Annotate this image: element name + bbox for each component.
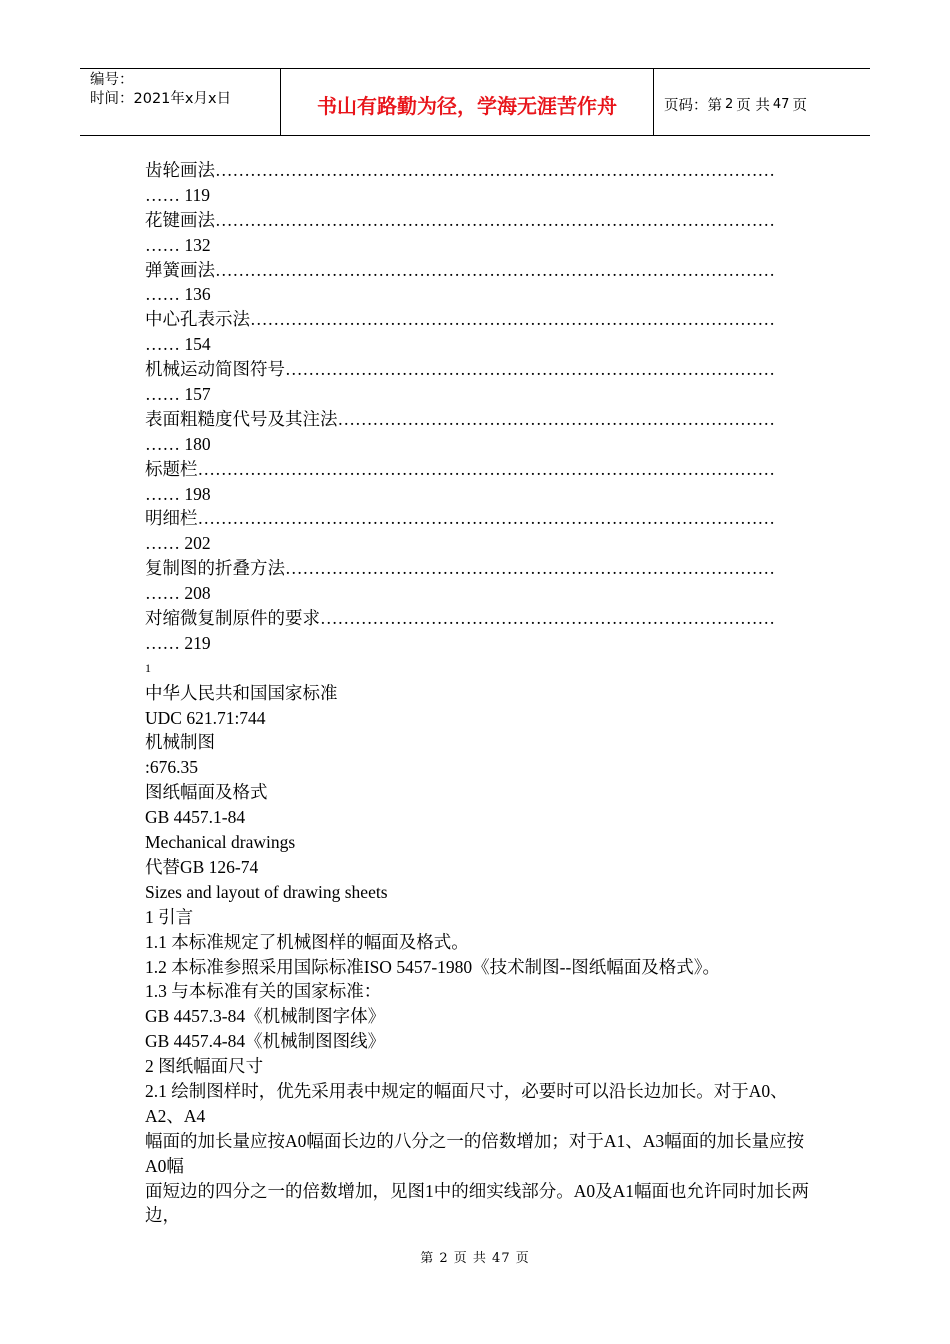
page-total: 47	[772, 96, 790, 112]
text-line: 1.1 本标准规定了机械图样的幅面及格式。	[145, 931, 469, 952]
text-line: GB 4457.1-84	[145, 807, 246, 828]
toc-entry	[145, 158, 815, 183]
page-header	[80, 68, 870, 136]
page-footer: 第 2 页 共 47 页	[420, 1251, 530, 1266]
doc-number-label: 编号：	[90, 72, 134, 88]
toc-entry	[145, 208, 815, 233]
section-heading: 2 图纸幅面尺寸	[145, 1056, 264, 1077]
text-line: GB 4457.3-84《机械制图字体》	[145, 1006, 386, 1027]
toc-entry-title: 明细栏………………………………………………………………………………………	[145, 508, 775, 529]
time-label: 时间：2021年x月x日	[90, 91, 232, 107]
text-line: 代替GB 126-74	[145, 856, 259, 877]
paragraph-line: 面短边的四分之一的倍数增加，见图1中的细实线部分。A0及A1幅面也允许同时加长两边，	[145, 1180, 810, 1226]
toc-entry-title: 中心孔表示法………………………………………………………………………………	[145, 309, 775, 330]
toc-entry	[145, 307, 815, 332]
section-heading: 1 引言	[145, 906, 194, 927]
toc-entry-title: 花键画法……………………………………………………………………………………	[145, 209, 775, 230]
toc-entry-title: 标题栏………………………………………………………………………………………	[145, 458, 775, 479]
page-mid: 页 共	[736, 97, 770, 114]
header-motto: 书山有路勤为径，学海无涯苦作舟	[281, 69, 654, 135]
toc-list	[145, 158, 815, 656]
text-line: 1.2 本标准参照采用国际标准ISO 5457-1980《技术制图--图纸幅面及格式》。	[145, 956, 721, 977]
toc-entry-title: 机械运动简图符号…………………………………………………………………………	[145, 359, 775, 380]
toc-entry-page: …… 219	[145, 632, 211, 653]
text-line: 1.3 与本标准有关的国家标准：	[145, 981, 382, 1002]
header-page-info	[654, 69, 870, 135]
toc-entry	[145, 506, 815, 531]
text-line: Sizes and layout of drawing sheets	[145, 881, 388, 902]
toc-entry-title: 齿轮画法……………………………………………………………………………………	[145, 160, 775, 180]
text-line: Mechanical drawings	[145, 832, 296, 853]
paragraph-line: 2.1 绘制图样时，优先采用表中规定的幅面尺寸，必要时可以沿长边加长。对于A0、A2、A4	[145, 1080, 788, 1126]
toc-entry-title: 表面粗糙度代号及其注法…………………………………………………………………	[145, 408, 775, 429]
page-prefix: 页码：第	[664, 97, 722, 114]
standard-text	[145, 681, 815, 1229]
text-line: 图纸幅面及格式	[145, 782, 268, 803]
paragraph-line: 幅面的加长量应按A0幅面长边的八分之一的倍数增加；对于A1、A3幅面的加长量应按A0幅	[145, 1130, 805, 1176]
toc-entry-page: …… 180	[145, 433, 211, 454]
toc-entry-page: …… 202	[145, 533, 211, 554]
toc-entry-page: …… 157	[145, 384, 211, 405]
text-line: 机械制图	[145, 732, 215, 753]
toc-entry-title: 弹簧画法……………………………………………………………………………………	[145, 259, 775, 280]
toc-entry-page: …… 119	[145, 184, 210, 205]
page-suffix: 页	[792, 97, 807, 114]
text-line: 中华人民共和国国家标准	[145, 682, 338, 703]
toc-entry-title: 对缩微复制原件的要求……………………………………………………………………	[145, 608, 775, 629]
page-mark: 1	[145, 660, 151, 675]
text-line: GB 4457.4-84《机械制图图线》	[145, 1031, 386, 1052]
text-line: UDC 621.71:744	[145, 707, 266, 728]
toc-entry	[145, 556, 815, 581]
page-number: 2	[725, 96, 734, 112]
document-body	[145, 158, 815, 1228]
toc-entry-page: …… 208	[145, 583, 211, 604]
text-line: :676.35	[145, 757, 198, 778]
toc-entry-page: …… 132	[145, 234, 211, 255]
toc-entry	[145, 457, 815, 482]
toc-entry-title: 复制图的折叠方法…………………………………………………………………………	[145, 558, 775, 579]
toc-entry	[145, 258, 815, 283]
toc-entry-page: …… 198	[145, 483, 211, 504]
header-meta	[80, 69, 281, 135]
toc-entry	[145, 606, 815, 631]
toc-entry-page: …… 136	[145, 284, 211, 305]
toc-entry-page: …… 154	[145, 334, 211, 355]
toc-entry	[145, 357, 815, 382]
toc-entry	[145, 407, 815, 432]
